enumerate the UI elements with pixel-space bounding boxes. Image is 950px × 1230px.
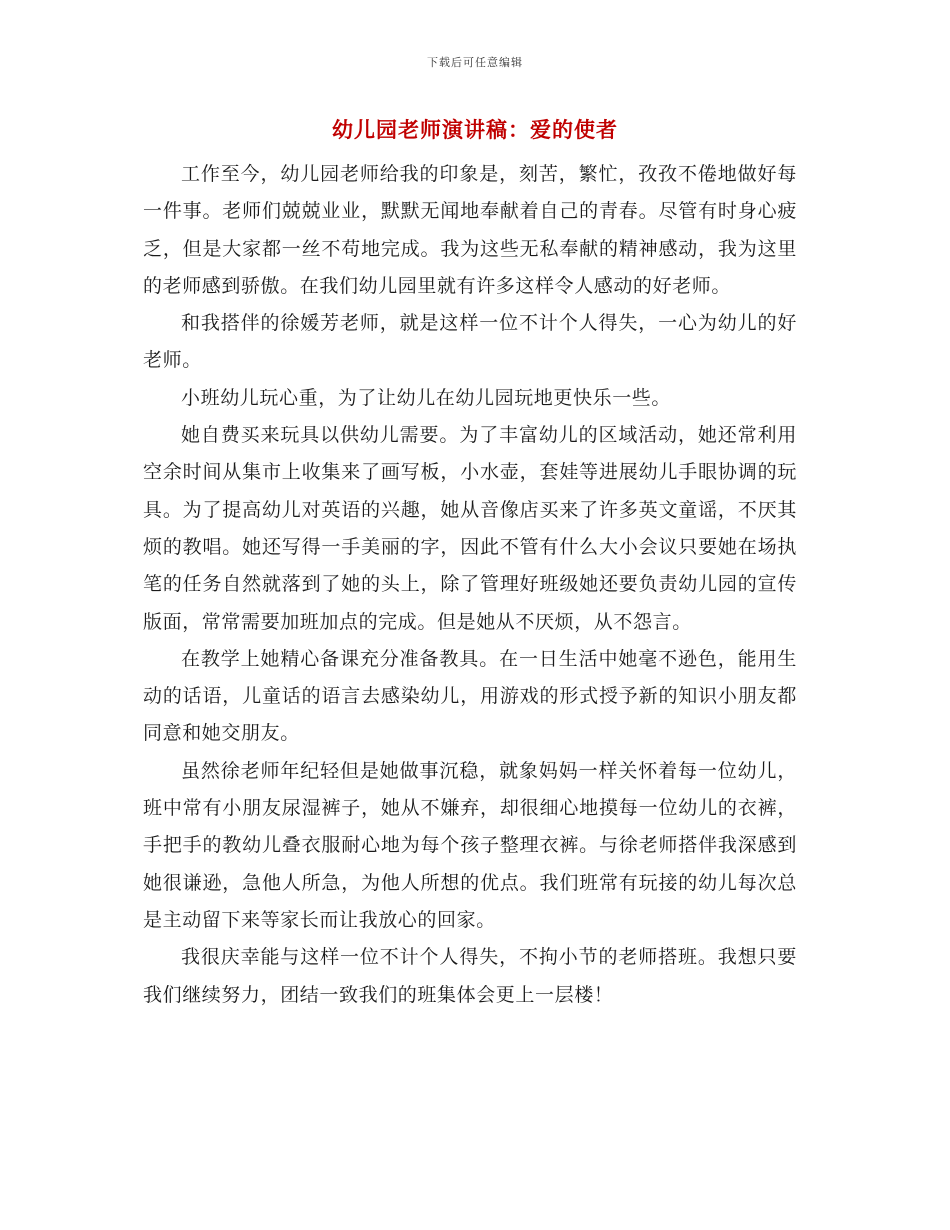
paragraph: 她自费买来玩具以供幼儿需要。为了丰富幼儿的区域活动，她还常利用空余时间从集市上收集来了画写板，小水壶，套娃等进展幼儿手眼协调的玩具。为了提高幼儿对英语的兴趣，她从音像店买来了许多英文童谣，不厌其烦的教唱。她还写得一手美丽的字，因此不管有什么大小会议只要她在场执笔的任务自然就落到了她的头上，除了管理好班级她还要负责幼儿园的宣传版面，常常需要加班加点的完成。但是她从不厌烦，从不怨言。 [143,424,797,633]
paragraph: 我很庆幸能与这样一位不计个人得失，不拘小节的老师搭班。我想只要我们继续努力，团结一致我们的班集体会更上一层楼！ [143,946,797,1006]
paragraph: 和我搭伴的徐媛芳老师，就是这样一位不计个人得失，一心为幼儿的好老师。 [143,312,797,372]
document-body [143,156,797,1014]
header-note: 下载后可任意编辑 [427,56,523,69]
paragraph: 虽然徐老师年纪轻但是她做事沉稳，就象妈妈一样关怀着每一位幼儿，班中常有小朋友尿湿裤子，她从不嫌弃，却很细心地摸每一位幼儿的衣裤，手把手的教幼儿叠衣服耐心地为每个孩子整理衣裤。与徐老师搭伴我深感到她很谦逊，急他人所急，为他人所想的优点。我们班常有玩接的幼儿每次总是主动留下来等家长而让我放心的回家。 [143,759,797,931]
document-title: 幼儿园老师演讲稿：爱的使者 [332,117,618,142]
paragraph: 在教学上她精心备课充分准备教具。在一日生活中她毫不逊色，能用生动的话语，儿童话的语言去感染幼儿，用游戏的形式授予新的知识小朋友都同意和她交朋友。 [143,647,797,745]
paragraph: 工作至今，幼儿园老师给我的印象是，刻苦，繁忙，孜孜不倦地做好每一件事。老师们兢兢业业，默默无闻地奉献着自己的青春。尽管有时身心疲乏，但是大家都一丝不苟地完成。我为这些无私奉献的精神感动，我为这里的老师感到骄傲。在我们幼儿园里就有许多这样令人感动的好老师。 [143,163,797,297]
paragraph: 小班幼儿玩心重，为了让幼儿在幼儿园玩地更快乐一些。 [181,386,672,409]
